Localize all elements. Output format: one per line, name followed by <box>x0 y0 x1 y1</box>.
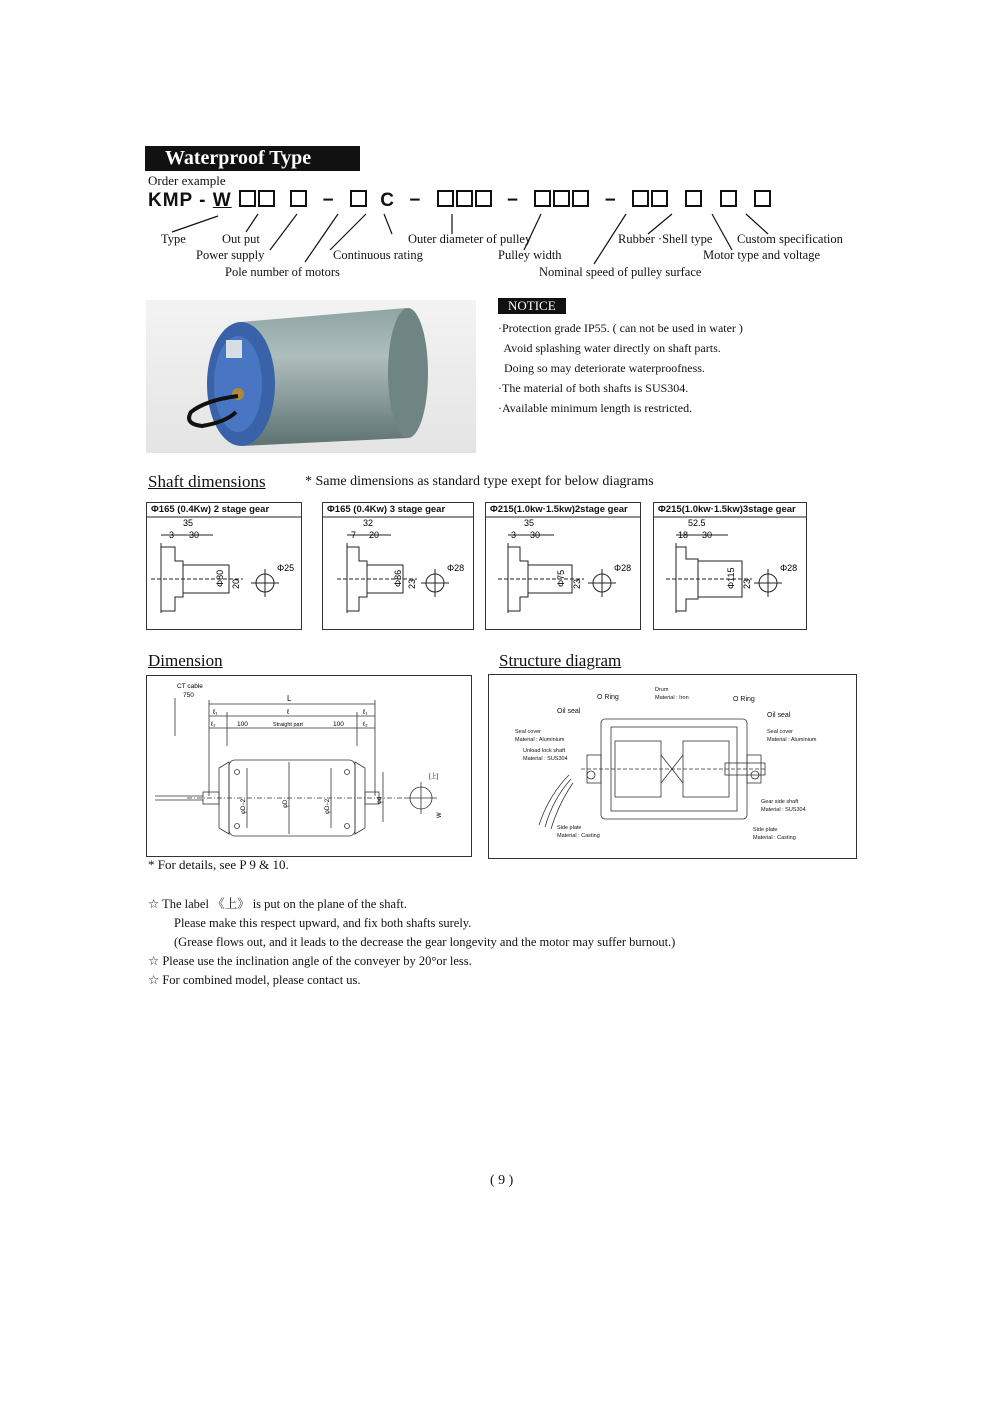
svg-text:[上]: [上] <box>429 774 439 780</box>
label-continuous-rating: Continuous rating <box>333 248 423 262</box>
dimension-footnote: * For details, see P 9 & 10. <box>148 857 289 872</box>
notice-tag: NOTICE <box>498 298 566 314</box>
svg-text:23: 23 <box>742 578 752 589</box>
svg-text:Material : Aluminium: Material : Aluminium <box>515 737 565 743</box>
svg-text:Gear side shaft: Gear side shaft <box>761 799 799 805</box>
note-line: ☆ For combined model, please contact us. <box>148 973 361 987</box>
structure-diagram <box>488 674 857 859</box>
label-nominal-speed: Nominal speed of pulley surface <box>539 265 702 279</box>
svg-text:Straight part: Straight part <box>273 722 303 728</box>
product-photo <box>146 300 476 453</box>
svg-text:30: 30 <box>702 530 713 540</box>
dimension-diagram <box>146 675 472 857</box>
svg-text:23: 23 <box>407 578 417 589</box>
order-example-label: Order example <box>148 173 226 188</box>
label-outer-diameter: Outer diameter of pulley <box>408 232 532 246</box>
svg-text:23: 23 <box>572 578 582 589</box>
note-line: (Grease flows out, and it leads to the decrease the gear longevity and the motor may suffer burnout.) <box>174 935 676 949</box>
svg-text:ℓ₂: ℓ₂ <box>211 721 216 728</box>
dimension-heading: Dimension <box>148 651 223 670</box>
svg-text:Material : Casting: Material : Casting <box>557 833 600 839</box>
svg-text:Material : Iron: Material : Iron <box>655 695 689 701</box>
svg-text:52.5: 52.5 <box>688 518 706 528</box>
svg-text:30: 30 <box>530 530 541 540</box>
svg-text:Side plate: Side plate <box>557 825 582 831</box>
svg-text:Seal cover: Seal cover <box>515 729 541 735</box>
svg-text:Material : Aluminium: Material : Aluminium <box>767 737 817 743</box>
svg-text:Unload lock shaft: Unload lock shaft <box>523 748 566 754</box>
note-line: Please make this respect upward, and fix both shafts surely. <box>174 916 472 930</box>
structure-heading: Structure diagram <box>499 651 622 670</box>
svg-text:W: W <box>437 812 443 818</box>
svg-text:O Ring: O Ring <box>597 694 619 701</box>
label-pole-number: Pole number of motors <box>225 265 340 279</box>
svg-text:φD−2: φD−2 <box>325 798 331 814</box>
svg-text:30: 30 <box>189 530 200 540</box>
svg-text:35: 35 <box>524 518 535 528</box>
svg-text:750: 750 <box>183 692 194 699</box>
label-pulley-width: Pulley width <box>498 248 562 262</box>
note-line: ☆ Please use the inclination angle of the conveyer by 20°or less. <box>148 954 472 968</box>
svg-text:Material : Casting: Material : Casting <box>753 835 796 841</box>
svg-text:Drum: Drum <box>655 687 669 693</box>
notice-list <box>498 318 743 418</box>
svg-text:ℓ₁: ℓ₁ <box>363 709 368 716</box>
svg-text:φD: φD <box>283 799 289 808</box>
page-number: ( 9 ) <box>490 1173 514 1188</box>
svg-text:7: 7 <box>351 530 357 540</box>
order-code: KMP - W − C − − − <box>148 190 772 212</box>
label-motor-type: Motor type and voltage <box>703 248 820 262</box>
svg-text:20: 20 <box>231 578 241 589</box>
svg-text:3: 3 <box>511 530 517 540</box>
shaft-dimensions-heading: Shaft dimensions <box>148 472 266 491</box>
page-title: Waterproof Type <box>145 146 360 171</box>
svg-text:Material : SUS304: Material : SUS304 <box>761 807 806 813</box>
note-line: ☆ The label 《上》 is put on the plane of the shaft. <box>148 897 407 911</box>
shaft-diagram-3: Φ215(1.0kw·1.5kw)2stage gear 35 3 30 Φ75 23 Φ28 <box>485 502 641 630</box>
notice-line: ·Protection grade IP55. ( can not be used in water ) <box>498 321 743 335</box>
svg-text:Φ28: Φ28 <box>614 563 632 573</box>
notice-line: ·The material of both shafts is SUS304. <box>498 381 689 395</box>
svg-text:Φ80: Φ80 <box>215 569 225 587</box>
shaft-diagram-2: Φ165 (0.4Kw) 3 stage gear 32 7 20 Φ86 23 Φ28 <box>322 502 474 630</box>
svg-text:Seal cover: Seal cover <box>767 729 793 735</box>
svg-text:20: 20 <box>369 530 380 540</box>
notice-line: Avoid splashing water directly on shaft parts. <box>498 341 721 355</box>
svg-text:Material : SUS304: Material : SUS304 <box>523 756 568 762</box>
svg-text:Oil seal: Oil seal <box>557 708 581 715</box>
label-out-put: Out put <box>222 232 260 246</box>
svg-text:Φ75: Φ75 <box>556 569 566 587</box>
svg-text:18: 18 <box>678 530 689 540</box>
svg-text:CT cable: CT cable <box>177 683 203 690</box>
svg-text:Side plate: Side plate <box>753 827 778 833</box>
svg-text:Oil seal: Oil seal <box>767 712 791 719</box>
svg-text:ℓ₁: ℓ₁ <box>213 709 218 716</box>
svg-text:3: 3 <box>169 530 175 540</box>
svg-text:ℓ₂: ℓ₂ <box>363 721 368 728</box>
label-type: Type <box>161 232 186 246</box>
shaft-note: * Same dimensions as standard type exept for below diagrams <box>305 474 654 489</box>
notes <box>148 895 675 990</box>
notice-line: ·Available minimum length is restricted. <box>498 401 693 415</box>
svg-text:35: 35 <box>183 518 194 528</box>
svg-text:L: L <box>287 694 292 703</box>
svg-text:Φ25: Φ25 <box>277 563 295 573</box>
label-rubber-shell: Rubber ·Shell type <box>618 232 713 246</box>
svg-text:O Ring: O Ring <box>733 696 755 703</box>
svg-text:32: 32 <box>363 518 374 528</box>
label-custom-spec: Custom specification <box>737 232 843 246</box>
shaft-diagram-1: Φ165 (0.4Kw) 2 stage gear 35 3 30 Φ80 20 Φ25 <box>146 502 302 630</box>
shaft-diagram-4: Φ215(1.0kw·1.5kw)3stage gear 52.5 18 30 Φ115 23 Φ28 <box>653 502 807 630</box>
svg-text:Φ115: Φ115 <box>726 567 736 589</box>
label-power-supply: Power supply <box>196 248 265 262</box>
svg-text:Φ28: Φ28 <box>780 563 798 573</box>
svg-text:100: 100 <box>333 721 344 728</box>
svg-text:Φ86: Φ86 <box>393 569 403 587</box>
svg-text:φd: φd <box>377 796 383 804</box>
svg-text:φD−2: φD−2 <box>241 798 247 814</box>
notice-line: Doing so may deteriorate waterproofness. <box>498 361 705 375</box>
svg-text:Φ28: Φ28 <box>447 563 465 573</box>
svg-text:ℓ: ℓ <box>287 709 290 716</box>
svg-text:100: 100 <box>237 721 248 728</box>
